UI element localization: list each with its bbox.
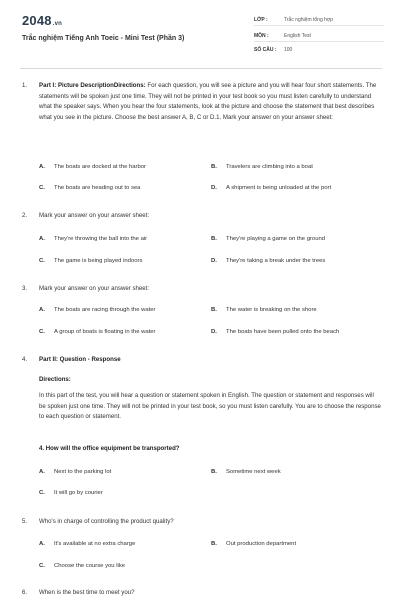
logo-main: 2048 xyxy=(22,13,52,28)
answer-option[interactable] xyxy=(39,563,125,569)
answer-option[interactable] xyxy=(211,307,317,313)
answer-option[interactable] xyxy=(211,541,296,547)
meta-subject-value: English Test xyxy=(284,33,311,39)
header-divider xyxy=(20,68,382,69)
question-text: Mark your answer on your answer sheet: xyxy=(39,285,150,292)
answer-option[interactable] xyxy=(211,258,325,264)
option-letter: B. xyxy=(211,469,217,475)
answer-option[interactable] xyxy=(39,185,140,191)
option-text: They're taking a break under the trees xyxy=(226,258,326,264)
answer-option[interactable] xyxy=(211,329,339,335)
meta-divider xyxy=(254,41,384,42)
meta-divider xyxy=(254,25,384,26)
question-text xyxy=(39,81,379,123)
directions-text: In this part of the test, you will hear a question or statement spoken in English. The question or statement and responses will be spoken just one time. They will not be printed in your test book, so you must listen carefully. You are to choose the response to each question or statement. xyxy=(39,392,381,420)
option-letter: C. xyxy=(39,185,45,191)
option-text: The boats are racing through the water xyxy=(54,307,156,313)
logo-tld: .vn xyxy=(52,21,63,27)
option-text: A group of boats is floating in the water xyxy=(54,329,156,335)
option-text: They're playing a game on the ground xyxy=(226,236,326,242)
answer-option[interactable] xyxy=(39,329,156,335)
option-letter: C. xyxy=(39,490,45,496)
directions-label: Directions: xyxy=(39,376,71,383)
option-text: It's available at no extra charge xyxy=(54,541,136,547)
option-text: The game is being played indoors xyxy=(54,258,143,264)
question-prompt: 4. How will the office equipment be transported? xyxy=(39,445,180,452)
answer-option[interactable] xyxy=(39,307,156,313)
meta-class-label: LỚP : xyxy=(254,17,268,23)
option-text: Next to the parking lot xyxy=(54,469,112,475)
question-number: 2. xyxy=(22,212,28,219)
question-directions: For each question, you will see a picture and you will hear four short statements. The statements will be spoken just one time. They will not be printed in your test book so you must listen carefully to understand what the speaker says. When you hear the four statements, look at the picture and choose the statement that best describes what you see in the picture. Choose the best answer A, B, C or D.1. Mark your answer on your answer sheet: xyxy=(39,82,377,121)
option-letter: D. xyxy=(211,185,217,191)
site-logo[interactable] xyxy=(22,13,62,28)
option-letter: A. xyxy=(39,307,45,313)
meta-class-value: Trắc nghiệm tổng hợp xyxy=(284,17,333,23)
answer-option[interactable] xyxy=(211,185,331,191)
page-title: Trắc nghiệm Tiếng Anh Toeic - Mini Test (Phần 3) xyxy=(22,35,185,42)
option-letter: A. xyxy=(39,469,45,475)
answer-option[interactable] xyxy=(39,541,135,547)
option-text: A shipment is being unloaded at the port xyxy=(226,185,332,191)
option-text: It will go by courier xyxy=(54,490,103,496)
option-text: The boats have been pulled onto the beach xyxy=(226,329,340,335)
option-text: Travelers are climbing into a boat xyxy=(226,164,313,170)
option-text: Sometime next week xyxy=(226,469,281,475)
option-letter: A. xyxy=(39,236,45,242)
meta-subject-label: MÔN : xyxy=(254,33,269,39)
question-number: 1. xyxy=(22,82,28,89)
option-text: Choose the course you like xyxy=(54,563,126,569)
question-number: 6. xyxy=(22,589,28,596)
answer-option[interactable] xyxy=(211,469,281,475)
answer-option[interactable] xyxy=(39,236,147,242)
option-letter: D. xyxy=(211,329,217,335)
option-letter: B. xyxy=(211,164,217,170)
option-text: They're throwing the ball into the air xyxy=(54,236,148,242)
meta-count-value: 100 xyxy=(284,47,293,53)
question-part-title: Part I: Picture DescriptionDirections: xyxy=(39,82,146,89)
answer-option[interactable] xyxy=(211,164,313,170)
option-letter: B. xyxy=(211,236,217,242)
question-text: Mark your answer on your answer sheet: xyxy=(39,212,150,219)
question-part-title: Part II: Question - Response xyxy=(39,356,121,363)
question-text: When is the best time to meet you? xyxy=(39,589,135,596)
question-number: 5. xyxy=(22,518,28,525)
answer-option[interactable] xyxy=(39,490,103,496)
question-text: Who's in charge of controlling the product quality? xyxy=(39,518,174,525)
option-letter: A. xyxy=(39,164,45,170)
answer-option[interactable] xyxy=(211,236,325,242)
option-letter: C. xyxy=(39,258,45,264)
option-text: The boats are docked at the harbor xyxy=(54,164,147,170)
answer-option[interactable] xyxy=(39,164,146,170)
option-text: The water is breaking on the shore xyxy=(226,307,317,313)
question-number: 4. xyxy=(22,356,28,363)
question-number: 3. xyxy=(22,285,28,292)
option-letter: B. xyxy=(211,307,217,313)
option-letter: A. xyxy=(39,541,45,547)
option-text: Out production department xyxy=(226,541,297,547)
option-letter: B. xyxy=(211,541,217,547)
answer-option[interactable] xyxy=(39,258,142,264)
answer-option[interactable] xyxy=(39,469,111,475)
option-letter: C. xyxy=(39,329,45,335)
option-text: The boats are heading out to sea xyxy=(54,185,141,191)
option-letter: C. xyxy=(39,563,45,569)
meta-count-label: SỐ CÂU : xyxy=(254,47,277,53)
page-header xyxy=(0,0,400,64)
option-letter: D. xyxy=(211,258,217,264)
